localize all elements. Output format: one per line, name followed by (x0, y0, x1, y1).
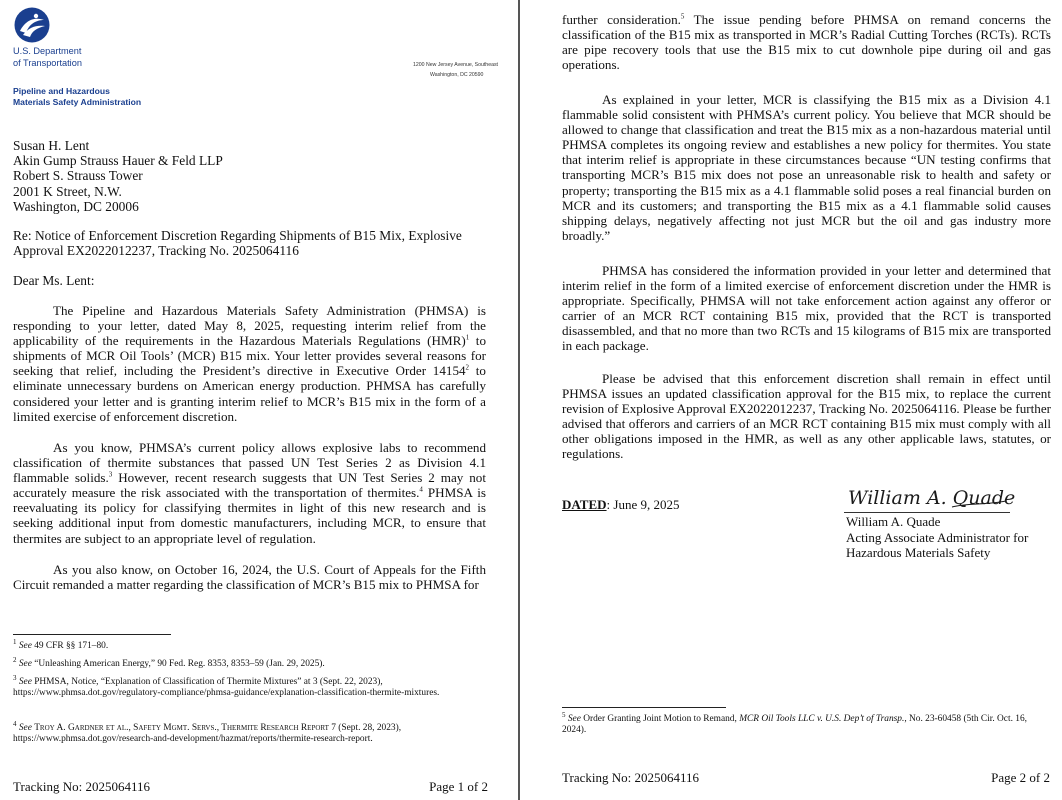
tracking-number: Tracking No: 2025064116 (13, 779, 150, 794)
signer-title-2: Hazardous Materials Safety (846, 545, 991, 560)
paragraph-1: The Pipeline and Hazardous Materials Safety Administration (PHMSA) is responding to your letter, dated May 8, 2025, requesting interim relief from the applicability of the requirements in the Hazardous Materials Regulations (HMR)$^1$ to shipments of MCR Oil Tools’ (MCR) B15 mix. Your letter provides several reasons for seeking that relief, including the President’s directive in Executive Order 14154$^2$ to eliminate unnecessary burdens on American energy production. PHMSA has carefully considered your letter and is granting interim relief to MCR’s B15 mix in the form of a limited exercise of enforcement discretion. (13, 303, 486, 424)
paragraph-4: further consideration.$^5$ The issue pending before PHMSA on remand concerns the classification of the B15 mix as transported in MCR’s Radial Cutting Torches (RCTs). RCTs are pipe recovery tools that use the B15 mix to cut downhole pipe during oil and gas operations. (562, 12, 1051, 73)
signer-name: William A. Quade (846, 514, 941, 529)
footnote-1: $^1$ See 49 CFR §§ 171–80. (13, 637, 109, 651)
agency-line-2: Materials Safety Administration (13, 97, 142, 107)
recipient-firm: Akin Gump Strauss Hauer & Feld LLP (13, 153, 223, 169)
dated-line (562, 497, 680, 512)
signature-script: William A. Quade (848, 487, 1016, 509)
paragraph-2: As you know, PHMSA’s current policy allows explosive labs to recommend classification of thermite substances that passed UN Test Series 2 as Division 4.1 flammable solids.$^3$ However, recent research suggests that UN Test Series 2 may not accurately measure the risk associated with the transportation of thermites.$^4$ PHMSA is reevaluating its policy for classifying thermites in light of this new research and is seeking additional input from domestic manufacturers, including MCR, to ensure that thermites are subject to an appropriate level of regulation. (13, 440, 486, 546)
paragraph-3: As you also know, on October 16, 2024, the U.S. Court of Appeals for the Fifth Circuit remanded a matter regarding the classification of MCR’s B15 mix to PHMSA for (13, 562, 486, 593)
footnote-3: $^3$ See PHMSA, Notice, “Explanation of Classification of Thermite Mixtures” at 3 (Sept. 22, 2023), https://www.phmsa.dot.gov/regulatory-compliance/phmsa-guidance/explanation-classification-thermite-mixtures. (13, 673, 440, 699)
footnote-4: $^4$ See Troy A. Gardner et al., Safety Mgmt. Servs., Thermite Research Report 7 (Sept. 28, 2023), https://www.phmsa.dot.gov/research-and-development/hazmat/reports/thermite-research-report. (13, 719, 402, 745)
footnote-2: $^2$ See “Unleashing American Energy,” 90 Fed. Reg. 8353, 8353–59 (Jan. 29, 2025). (13, 655, 325, 669)
dated-value: : June 9, 2025 (606, 497, 680, 512)
footnote-ref-2[interactable]: 2 (465, 364, 470, 373)
address-line-2: Washington, DC 20590 (430, 72, 484, 78)
footnote-divider (562, 707, 726, 708)
paragraph-5: As explained in your letter, MCR is classifying the B15 mix as a Division 4.1 flammable solid consistent with PHMSA’s current policy. You believe that MCR should be allowed to change that classification and treat the B15 mix as a non-hazardous material until PHMSA completes its ongoing review and establishes a new policy for thermites. You state that interim relief is appropriate in these circumstances because “UN testing confirms that transporting MCR’s B15 mix does not pose an unreasonable risk to health and safety or property; transporting the B15 mix as a 4.1 flammable solid poses a real financial burden on MCR and its customers; and transporting the B15 mix as a 4.1 flammable solid causes shipping delays, negatively affecting not just MCR but the oil and gas industry more broadly.” (562, 92, 1051, 243)
subject-line: Re: Notice of Enforcement Discretion Regarding Shipments of B15 Mix, Explosive Approval EX2022012237, Tracking No. 2025064116 (13, 228, 462, 259)
footnote-ref-1[interactable]: 1 (465, 333, 470, 342)
agency-line-1: Pipeline and Hazardous (13, 86, 110, 96)
recipient-name: Susan H. Lent (13, 138, 90, 153)
paragraph-7: Please be advised that this enforcement discretion shall remain in effect until PHMSA issues an updated classification approval for the B15 mix, to replace the current revision of Explosive Approval EX2022012237, Tracking No. 2025064116. Please be further advised that offerors and carriers of an MCR RCT containing B15 mix must comply with all other obligations imposed in the HMR, as well as any other applicable laws, statutes, or regulations. (562, 371, 1051, 462)
tracking-number: Tracking No: 2025064116 (562, 770, 699, 785)
salutation: Dear Ms. Lent: (13, 273, 95, 288)
signer-block (846, 514, 1028, 561)
signature-line (844, 512, 1010, 513)
recipient-street: 2001 K Street, N.W. (13, 183, 122, 199)
dept-line-1: U.S. Department (13, 46, 82, 56)
page-number: Page 1 of 2 (429, 779, 488, 794)
footnote-ref-4[interactable]: 4 (419, 485, 423, 494)
address-line-1: 1200 New Jersey Avenue, Southeast (413, 62, 498, 68)
signature-image (846, 483, 1016, 513)
footnote-ref-5[interactable]: 5 (680, 12, 685, 21)
recipient-building: Robert S. Strauss Tower (13, 168, 143, 184)
paragraph-6: PHMSA has considered the information provided in your letter and determined that interim relief in the form of a limited exercise of enforcement discretion under the HMR is appropriate. Specifically, PHMSA will not take enforcement action against any offeror or carrier of an MCR RCT containing B15 mix, provided that the RCT is transported disassembled, and that no more than two RCTs and 15 kilograms of B15 mix are transported in each package. (562, 263, 1051, 354)
footnote-5: $^5$ See Order Granting Joint Motion to Remand, MCR Oil Tools LLC v. U.S. Dep’t of Transp., No. 23-60458 (5th Cir. Oct. 16, 2024). (562, 710, 1027, 736)
dated-label: DATED (562, 497, 607, 512)
signer-title-1: Acting Associate Administrator for (846, 529, 1029, 545)
dept-line-2: of Transportation (13, 58, 82, 68)
page-number: Page 2 of 2 (991, 770, 1050, 785)
recipient-city: Washington, DC 20006 (13, 198, 139, 214)
footnote-ref-3[interactable]: 3 (108, 470, 113, 479)
